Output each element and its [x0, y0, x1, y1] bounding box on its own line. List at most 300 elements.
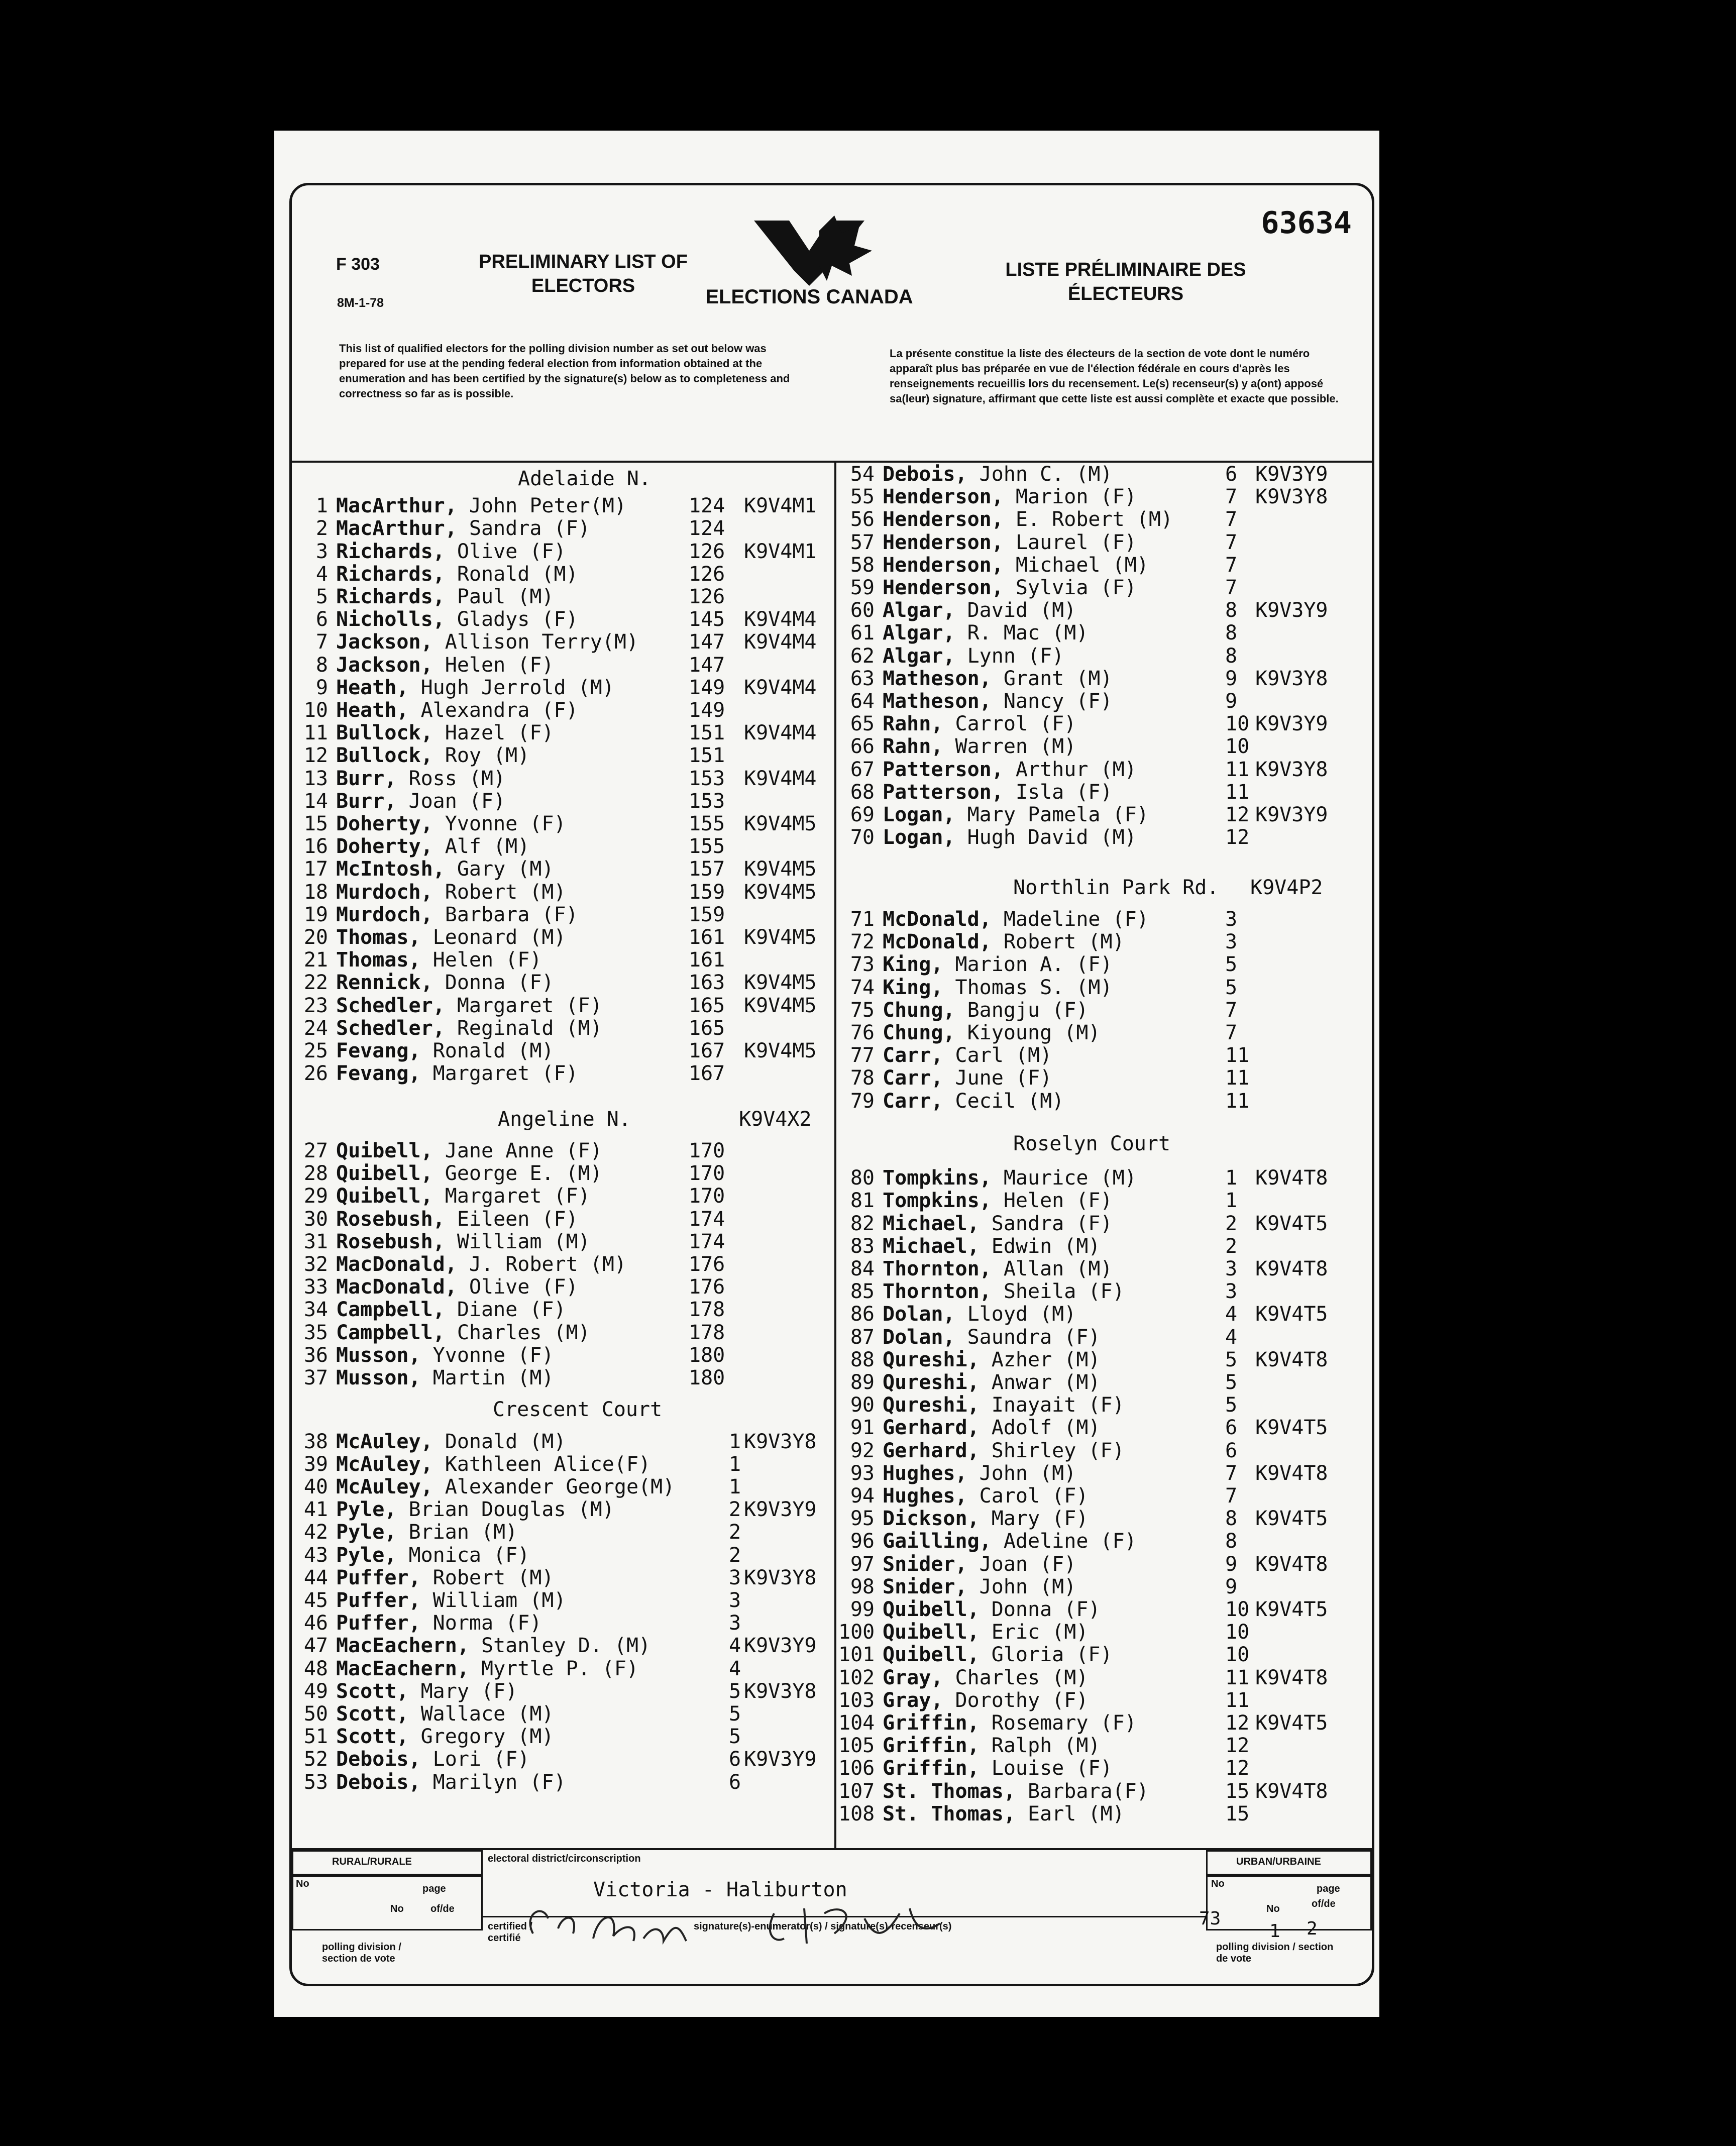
elector-number: 42: [303, 1521, 328, 1544]
elector-address-number: 9: [1225, 1575, 1238, 1598]
street-postal-code: K9V4P2: [1250, 876, 1323, 899]
elector-given-name: Lori (F): [420, 1748, 530, 1771]
elector-surname: Quibell,: [336, 1185, 433, 1208]
elector-given-name: Carol (F): [967, 1484, 1089, 1508]
elector-postal-code: K9V4M5: [744, 880, 817, 904]
elector-row: [292, 1475, 829, 1498]
elector-postal-code: K9V3Y9: [1255, 712, 1328, 736]
elector-name: [883, 999, 1088, 1022]
elector-surname: Thomas,: [336, 948, 421, 972]
elector-row: [292, 1185, 829, 1208]
elector-name: [336, 1366, 554, 1389]
elector-given-name: Charles (M): [943, 1666, 1089, 1689]
elector-given-name: Michael (M): [1003, 553, 1149, 577]
elector-given-name: Inayait (F): [979, 1393, 1125, 1417]
elector-number: 19: [303, 903, 328, 926]
elector-address-number: 151: [689, 744, 725, 768]
elector-given-name: Isla (F): [1003, 780, 1113, 804]
elector-address-number: 1: [729, 1475, 741, 1498]
elector-surname: Qureshi,: [883, 1348, 980, 1371]
elector-given-name: Gladys (F): [445, 608, 578, 631]
elector-row: [838, 485, 1376, 508]
elector-address-number: 149: [689, 676, 725, 699]
elector-surname: McAuley,: [336, 1475, 433, 1498]
elector-address-number: 7: [1225, 576, 1238, 599]
elector-address-number: 10: [1225, 1598, 1250, 1621]
elector-row: [838, 1484, 1376, 1508]
elector-surname: Campbell,: [336, 1298, 445, 1322]
elector-name: [336, 540, 566, 563]
elector-name: [336, 1321, 590, 1344]
elector-surname: Thornton,: [883, 1257, 992, 1280]
elector-row: [292, 608, 829, 631]
elector-row: [838, 599, 1376, 622]
elector-surname: Henderson,: [883, 553, 1004, 577]
elector-name: [336, 1544, 529, 1567]
elector-address-number: 7: [1225, 530, 1238, 554]
elector-surname: McAuley,: [336, 1452, 433, 1476]
elector-row: [292, 903, 829, 926]
elector-name: [336, 1062, 578, 1085]
elector-address-number: 10: [1225, 735, 1250, 759]
street-heading: [1013, 876, 1323, 899]
elector-surname: Bullock,: [336, 721, 433, 745]
elector-given-name: J. Robert (M): [457, 1252, 626, 1276]
elector-row: [292, 1725, 829, 1748]
elector-postal-code: K9V4M1: [744, 494, 817, 518]
elector-address-number: 2: [729, 1521, 741, 1544]
elector-address-number: 9: [1225, 690, 1238, 713]
elector-number: 55: [850, 485, 875, 509]
elector-postal-code: K9V4T8: [1255, 1166, 1328, 1190]
elector-given-name: Wallace (M): [408, 1702, 554, 1726]
elector-name: [883, 667, 1113, 690]
elector-name: [336, 699, 578, 722]
elector-surname: Carr,: [883, 1089, 943, 1113]
serial-number: 63634: [1261, 205, 1352, 241]
elector-address-number: 147: [689, 630, 725, 654]
elector-name: [336, 721, 554, 744]
elector-surname: Algar,: [883, 644, 955, 668]
elector-name: [883, 1575, 1076, 1598]
elector-number: 2: [315, 517, 328, 541]
elector-postal-code: K9V4M4: [744, 721, 817, 745]
elector-address-number: 3: [729, 1612, 741, 1635]
elector-given-name: John (M): [967, 1575, 1076, 1598]
elector-address-number: 178: [689, 1298, 725, 1322]
elector-given-name: Stanley D. (M): [469, 1634, 651, 1658]
elector-address-number: 159: [689, 903, 725, 926]
elector-number: 53: [303, 1770, 328, 1794]
elector-row: [838, 463, 1376, 486]
elector-number: 5: [315, 585, 328, 609]
elector-postal-code: K9V4T8: [1255, 1779, 1328, 1803]
elector-row: [292, 1298, 829, 1321]
elector-address-number: 11: [1225, 1066, 1250, 1090]
elector-number: 59: [850, 576, 875, 599]
elector-row: [292, 654, 829, 677]
street-name: Northlin Park Rd.: [1013, 876, 1219, 899]
elector-name: [336, 903, 578, 926]
elector-given-name: Yvonne (F): [420, 1343, 554, 1367]
elector-given-name: Alexandra (F): [408, 699, 578, 722]
certified-label: certified / certifié: [488, 1921, 532, 1944]
elector-row: [838, 1348, 1376, 1371]
elector-number: 47: [303, 1634, 328, 1658]
elector-address-number: 4: [729, 1634, 741, 1658]
elector-row: [292, 1366, 829, 1389]
elector-number: 105: [838, 1734, 875, 1758]
elector-surname: Pyle,: [336, 1498, 397, 1522]
elector-surname: Musson,: [336, 1366, 421, 1389]
elector-given-name: Nancy (F): [991, 690, 1113, 713]
elector-row: [838, 1021, 1376, 1044]
street-name: Angeline N.: [498, 1107, 631, 1131]
elector-name: [883, 1462, 1076, 1485]
elector-address-number: 124: [689, 494, 725, 518]
elector-address-number: 165: [689, 994, 725, 1017]
elector-address-number: 7: [1225, 485, 1238, 509]
signature-label: signature(s)-enumerator(s) / signature(s)-recenseur(s): [694, 1921, 952, 1932]
elector-surname: Rahn,: [883, 735, 943, 759]
elector-name: [883, 1189, 1113, 1212]
elector-row: [838, 781, 1376, 804]
street-name: Roselyn Court: [1013, 1132, 1171, 1156]
elections-canada-logo: [705, 210, 913, 326]
elector-address-number: 2: [729, 1543, 741, 1567]
elector-name: [336, 654, 554, 677]
elector-name: [336, 1253, 626, 1276]
elector-surname: Debois,: [883, 463, 967, 486]
elector-given-name: George E. (M): [432, 1162, 602, 1186]
elector-postal-code: K9V3Y9: [1255, 599, 1328, 622]
elector-row: [292, 1748, 829, 1771]
rural-label: RURAL/RURALE: [332, 1856, 412, 1867]
elector-given-name: Arthur (M): [1003, 758, 1137, 781]
elector-number: 21: [303, 948, 328, 972]
elector-postal-code: K9V3Y8: [744, 1430, 817, 1453]
elector-given-name: Carl (M): [943, 1044, 1052, 1067]
elector-postal-code: K9V4T5: [1255, 1598, 1328, 1621]
elector-number: 23: [303, 994, 328, 1017]
elector-given-name: Gary (M): [445, 857, 554, 881]
elector-name: [336, 767, 505, 790]
elector-number: 89: [850, 1371, 875, 1394]
elector-surname: Scott,: [336, 1725, 409, 1749]
elector-number: 107: [838, 1779, 875, 1803]
elector-given-name: Allan (M): [991, 1257, 1113, 1280]
elector-surname: Puffer,: [336, 1566, 421, 1589]
elector-surname: Michael,: [883, 1212, 980, 1235]
elector-number: 83: [850, 1234, 875, 1258]
elector-postal-code: K9V4T8: [1255, 1552, 1328, 1576]
elector-name: [336, 744, 529, 767]
urban-page-label: page: [1317, 1883, 1340, 1894]
elector-address-number: 9: [1225, 1552, 1238, 1576]
elector-row: [838, 1598, 1376, 1621]
elector-address-number: 2: [1225, 1212, 1238, 1235]
elector-name: [883, 1212, 1113, 1235]
elector-given-name: Carrol (F): [943, 712, 1076, 736]
elector-surname: Chung,: [883, 998, 955, 1022]
elector-address-number: 15: [1225, 1802, 1250, 1826]
elector-row: [838, 1416, 1376, 1439]
elector-address-number: 5: [1225, 953, 1238, 977]
elector-number: 80: [850, 1166, 875, 1190]
elector-given-name: Alf (M): [432, 835, 530, 859]
elector-number: 58: [850, 553, 875, 577]
elector-address-number: 4: [1225, 1325, 1238, 1349]
elector-surname: Qureshi,: [883, 1393, 980, 1417]
elector-surname: Doherty,: [336, 812, 433, 836]
elector-name: [883, 1598, 1100, 1621]
elector-number: 12: [303, 744, 328, 768]
elector-name: [883, 1734, 1100, 1757]
elector-surname: MacDonald,: [336, 1252, 457, 1276]
elector-number: 38: [303, 1430, 328, 1453]
elector-surname: Pyle,: [336, 1543, 397, 1567]
elector-surname: Nicholls,: [336, 608, 445, 631]
elector-given-name: Mary Pamela (F): [955, 803, 1149, 826]
elector-name: [336, 1702, 554, 1726]
elector-surname: Snider,: [883, 1575, 967, 1598]
elector-surname: Debois,: [336, 1748, 421, 1771]
elector-number: 43: [303, 1543, 328, 1567]
elector-surname: Puffer,: [336, 1588, 421, 1612]
elector-address-number: 1: [1225, 1189, 1238, 1213]
elector-given-name: Helen (F): [420, 948, 542, 972]
elector-number: 98: [850, 1575, 875, 1598]
elector-given-name: Barbara(F): [1015, 1779, 1149, 1803]
elector-given-name: Earl (M): [1015, 1802, 1125, 1826]
elector-given-name: Sheila (F): [991, 1280, 1125, 1304]
elector-row: [292, 676, 829, 699]
elector-surname: Scott,: [336, 1702, 409, 1726]
elector-address-number: 7: [1225, 1484, 1238, 1508]
elector-address-number: 12: [1225, 1757, 1250, 1780]
elector-given-name: Lynn (F): [955, 644, 1064, 668]
elector-address-number: 3: [1225, 1280, 1238, 1304]
elector-surname: Algar,: [883, 621, 955, 645]
elector-name: [336, 1634, 650, 1657]
elector-number: 77: [850, 1044, 875, 1067]
elector-given-name: Reginald (M): [445, 1016, 602, 1040]
rural-number-box: [292, 1875, 483, 1930]
elector-postal-code: K9V3Y9: [1255, 463, 1328, 486]
elector-surname: Quibell,: [883, 1598, 980, 1621]
elector-postal-code: K9V4M4: [744, 767, 817, 790]
elector-row: [292, 1453, 829, 1476]
elector-name: [336, 1017, 602, 1040]
elector-surname: Rosebush,: [336, 1230, 445, 1253]
elector-given-name: Thomas S. (M): [943, 976, 1113, 999]
elector-given-name: Adeline (F): [991, 1530, 1137, 1553]
elector-number: 8: [315, 653, 328, 677]
elector-number: 41: [303, 1498, 328, 1522]
elector-postal-code: K9V4T5: [1255, 1416, 1328, 1440]
elector-postal-code: K9V4T5: [1255, 1507, 1328, 1531]
elector-surname: Qureshi,: [883, 1371, 980, 1394]
elector-number: 81: [850, 1189, 875, 1213]
elector-row: [838, 1090, 1376, 1113]
elector-name: [336, 1589, 566, 1612]
elector-address-number: 178: [689, 1321, 725, 1344]
elector-name: [336, 1230, 590, 1253]
elector-surname: Doherty,: [336, 835, 433, 859]
elector-row: [292, 517, 829, 540]
elector-surname: McAuley,: [336, 1430, 433, 1453]
elector-given-name: Kathleen Alice(F): [432, 1452, 651, 1476]
elector-address-number: 155: [689, 835, 725, 859]
elector-surname: MacArthur,: [336, 494, 457, 518]
elector-given-name: Donna (F): [432, 971, 554, 995]
elector-number: 48: [303, 1657, 328, 1680]
elector-given-name: Donald (M): [432, 1430, 566, 1453]
elector-number: 65: [850, 712, 875, 736]
elector-given-name: Margaret (F): [432, 1185, 590, 1208]
elector-row: [838, 1643, 1376, 1666]
elector-name: [336, 1344, 554, 1367]
elector-surname: Thornton,: [883, 1280, 992, 1304]
elector-row: [838, 1280, 1376, 1303]
elector-number: 29: [303, 1185, 328, 1208]
elector-name: [336, 1208, 578, 1231]
elector-address-number: 12: [1225, 826, 1250, 849]
elector-surname: Heath,: [336, 699, 409, 722]
elector-surname: Michael,: [883, 1234, 980, 1258]
elector-postal-code: K9V4M4: [744, 676, 817, 699]
elector-number: 7: [315, 630, 328, 654]
elector-number: 18: [303, 880, 328, 904]
elector-name: [336, 1039, 554, 1062]
elector-name: [883, 803, 1149, 826]
elector-given-name: Sylvia (F): [1003, 576, 1137, 599]
column-divider: [834, 461, 836, 1848]
elector-postal-code: K9V4M4: [744, 630, 817, 654]
elector-given-name: Hugh Jerrold (M): [408, 676, 614, 699]
elector-given-name: Ross (M): [396, 767, 506, 790]
elector-number: 27: [303, 1139, 328, 1162]
elector-address-number: 4: [1225, 1303, 1238, 1326]
elector-row: [292, 1275, 829, 1299]
elector-row: [292, 1039, 829, 1062]
elector-name: [883, 508, 1173, 531]
elector-name: [883, 621, 1088, 645]
elector-name: [336, 1748, 529, 1771]
elector-given-name: June (F): [943, 1066, 1052, 1090]
elector-name: [336, 1725, 554, 1748]
elector-number: 22: [303, 971, 328, 995]
elector-number: 34: [303, 1298, 328, 1322]
elector-row: [838, 1066, 1376, 1090]
elector-address-number: 8: [1225, 1507, 1238, 1531]
elector-address-number: 1: [729, 1430, 741, 1453]
elector-surname: Murdoch,: [336, 903, 433, 926]
elector-row: [292, 994, 829, 1017]
elector-address-number: 153: [689, 767, 725, 790]
elector-address-number: 12: [1225, 1711, 1250, 1735]
elector-surname: Logan,: [883, 826, 955, 849]
elector-row: [838, 758, 1376, 781]
elector-surname: Burr,: [336, 789, 397, 813]
elector-address-number: 4: [729, 1657, 741, 1680]
elector-given-name: Robert (M): [420, 1566, 554, 1589]
elector-name: [336, 1680, 517, 1703]
elector-address-number: 8: [1225, 599, 1238, 622]
elector-surname: Algar,: [883, 599, 955, 622]
elector-row: [292, 1498, 829, 1521]
elector-number: 106: [838, 1757, 875, 1780]
elector-address-number: 10: [1225, 1643, 1250, 1667]
elector-number: 20: [303, 926, 328, 949]
elector-row: [838, 826, 1376, 849]
elector-number: 73: [850, 953, 875, 977]
elector-name: [883, 1166, 1137, 1190]
elector-address-number: 163: [689, 971, 725, 995]
elector-postal-code: K9V3Y9: [1255, 803, 1328, 826]
elector-given-name: Marilyn (F): [420, 1770, 566, 1794]
elector-given-name: Sandra (F): [979, 1212, 1113, 1235]
elector-given-name: Diane (F): [445, 1298, 566, 1322]
elector-postal-code: K9V4T5: [1255, 1212, 1328, 1235]
elector-number: 69: [850, 803, 875, 826]
elector-row: [292, 744, 829, 767]
elector-surname: Gray,: [883, 1666, 943, 1689]
elector-surname: Henderson,: [883, 576, 1004, 599]
elector-row: [838, 690, 1376, 713]
elector-given-name: Gloria (F): [979, 1643, 1113, 1667]
rural-polling-division-label: polling division / section de vote: [322, 1942, 401, 1964]
urban-of-label: of/de: [1312, 1898, 1336, 1909]
elector-given-name: Lloyd (M): [955, 1303, 1076, 1326]
elector-postal-code: K9V4T5: [1255, 1303, 1328, 1326]
elector-address-number: 180: [689, 1343, 725, 1367]
elector-row: [838, 1666, 1376, 1689]
elector-name: [883, 1530, 1137, 1553]
elector-surname: Hughes,: [883, 1461, 967, 1485]
elector-number: 13: [303, 767, 328, 790]
elector-number: 54: [850, 463, 875, 486]
elector-number: 25: [303, 1039, 328, 1063]
street-name: Crescent Court: [493, 1398, 663, 1422]
elector-row: [838, 1044, 1376, 1067]
elector-name: [336, 1475, 675, 1498]
elector-row: [838, 621, 1376, 645]
elector-address-number: 11: [1225, 1089, 1250, 1113]
elector-given-name: Ronald (M): [420, 1039, 554, 1063]
elector-postal-code: K9V3Y9: [744, 1748, 817, 1771]
elector-name: [883, 1326, 1100, 1349]
elector-surname: Bullock,: [336, 744, 433, 768]
elector-row: [292, 926, 829, 949]
elector-name: [336, 1275, 578, 1299]
elector-number: 1: [315, 494, 328, 518]
elector-row: [292, 540, 829, 563]
elector-given-name: Olive (F): [457, 1275, 578, 1299]
elector-name: [336, 881, 566, 904]
elector-surname: Quibell,: [883, 1643, 980, 1667]
elector-given-name: Alexander George(M): [432, 1475, 675, 1498]
elector-row: [838, 667, 1376, 690]
elector-surname: Gerhard,: [883, 1439, 980, 1462]
elector-name: [883, 531, 1137, 554]
elector-address-number: 176: [689, 1252, 725, 1276]
elector-number: 16: [303, 835, 328, 859]
elector-address-number: 174: [689, 1207, 725, 1231]
elector-row: [838, 930, 1376, 953]
elector-name: [883, 826, 1137, 849]
page-number: 1: [1269, 1921, 1280, 1942]
